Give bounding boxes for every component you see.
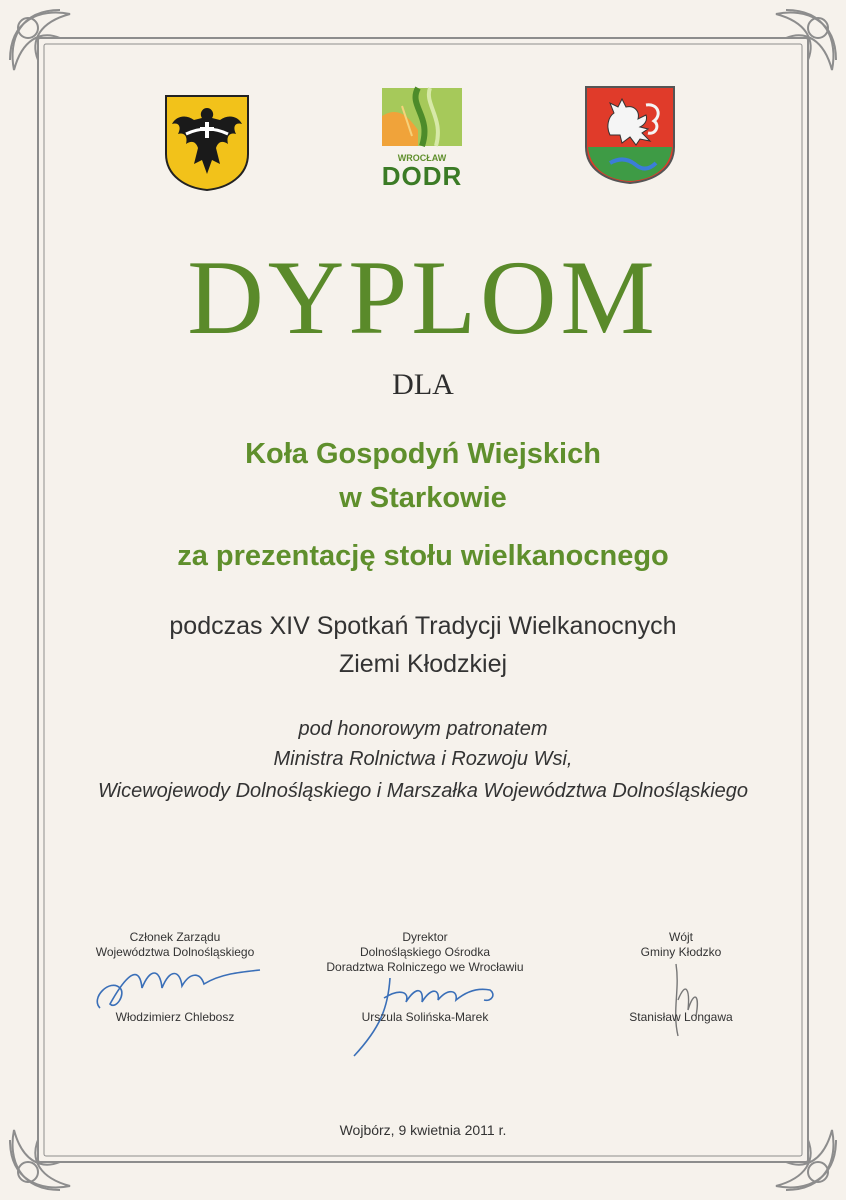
dodr-city-label: WROCŁAW: [397, 153, 447, 163]
signatory-title-line: Dyrektor: [402, 930, 448, 944]
event-line-2: Ziemi Kłodzkiej: [338, 650, 508, 678]
dodr-emblem-icon: [378, 86, 466, 148]
signatory-name: Stanisław Longawa: [629, 1010, 733, 1024]
for-label: DLA: [392, 368, 454, 401]
diploma-title: DYPLOM: [187, 239, 659, 356]
event-line-1: podczas XIV Spotkań Tradycji Wielkanocnych: [169, 612, 677, 640]
signatory-title-line: Dolnośląskiego Ośrodka: [359, 945, 491, 959]
recipient-line-2: w Starkowie: [339, 482, 507, 514]
signatory-title-line: Województwa Dolnośląskiego: [95, 945, 255, 959]
patronage-line-3: Wicewojewody Dolnośląskiego i Marszałka Województwa Dolnośląskiego: [97, 780, 749, 802]
eagle-crest-icon: [164, 94, 250, 192]
dodr-logo: [378, 86, 466, 190]
signatory-name: Urszula Solińska-Marek: [361, 1010, 489, 1024]
signatory-title-line: Wójt: [669, 930, 693, 944]
signatory-2: [300, 930, 550, 1060]
signatory-3: [596, 930, 766, 1040]
award-reason: za prezentację stołu wielkanocnego: [177, 540, 669, 572]
patronage-line-2: Ministra Rolnictwa i Rozwoju Wsi,: [273, 748, 573, 770]
signatory-title-line: Doradztwa Rolniczego we Wrocławiu: [326, 960, 524, 974]
patronage-line-1: pod honorowym patronatem: [298, 718, 548, 740]
lion-crest-icon: [584, 85, 676, 185]
handwritten-signature-3: [656, 960, 726, 1040]
dodr-label: DODR: [381, 161, 463, 191]
signatory-title-line: Gminy Kłodzko: [640, 945, 722, 959]
signatory-name: Włodzimierz Chlebosz: [115, 1010, 235, 1024]
signatory-1: [70, 930, 280, 1030]
place-and-date: Wojbórz, 9 kwietnia 2011 r.: [339, 1122, 507, 1138]
handwritten-signature-1: [80, 948, 270, 1018]
recipient-line-1: Koła Gospodyń Wiejskich: [245, 438, 601, 470]
signatory-title-line: Członek Zarządu: [129, 930, 221, 944]
